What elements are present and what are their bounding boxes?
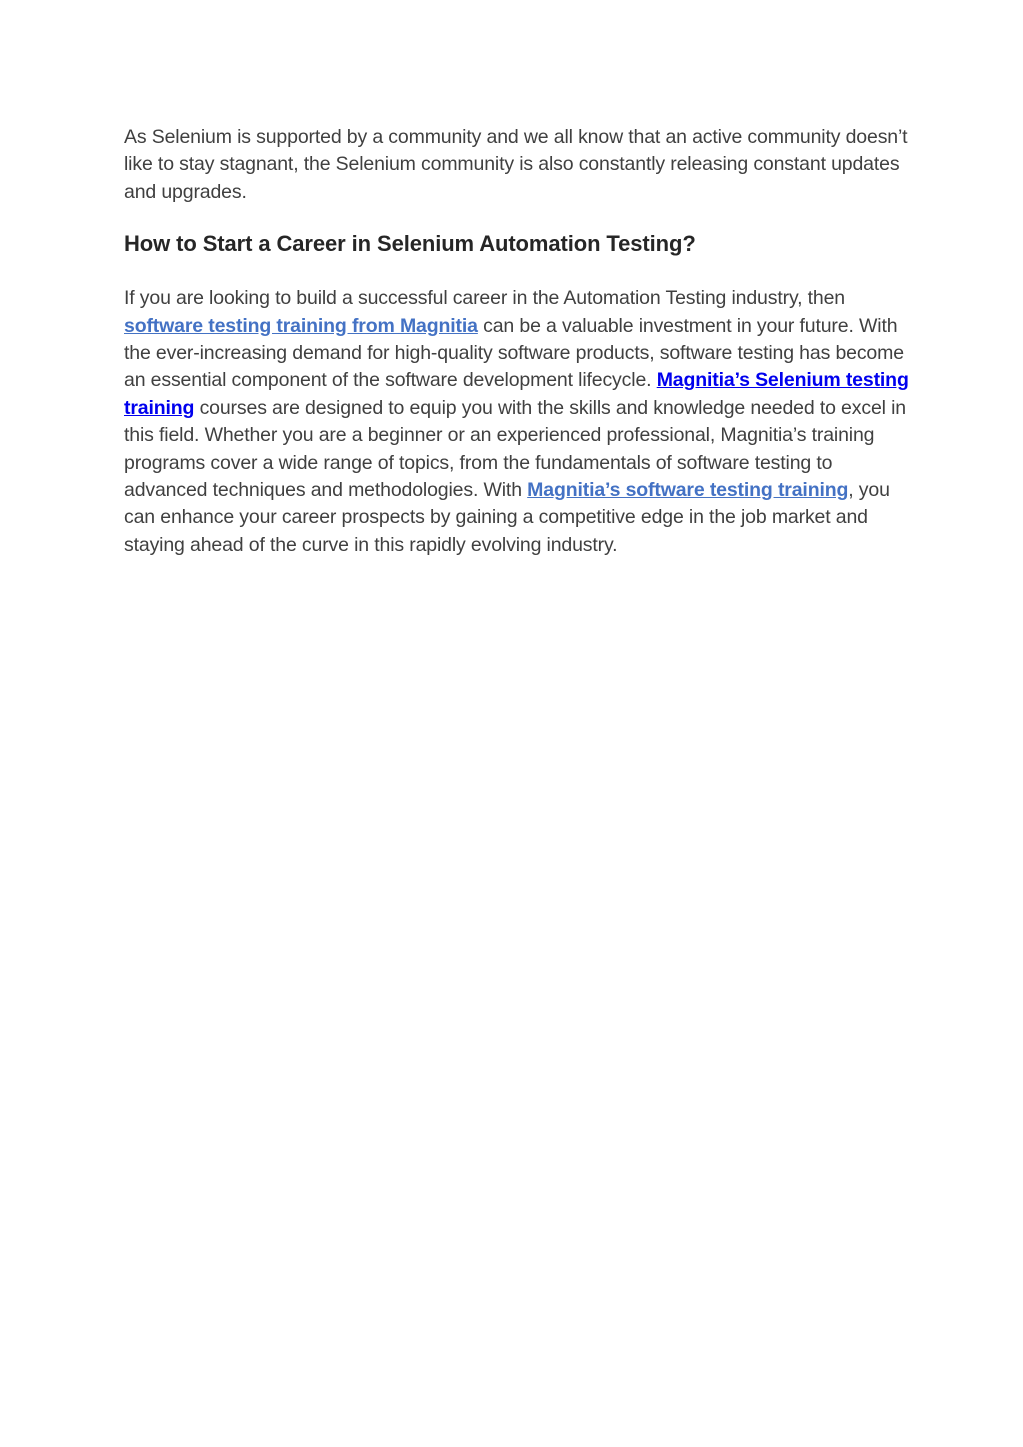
selenium-testing-training-link[interactable]: Magnitia’s Selenium testing training: [124, 369, 909, 419]
document-page: [124, 124, 914, 559]
magnitia-software-testing-training-link[interactable]: Magnitia’s software testing training: [527, 479, 849, 502]
career-paragraph: [124, 285, 914, 559]
body-text-4: , you can enhance your career prospects by gaining a competitive edge in the job market and staying ahead of the curve in this rapidly evolving industry.: [124, 479, 890, 556]
section-heading: How to Start a Career in Selenium Automation Testing?: [124, 231, 696, 257]
body-text-2: can be a valuable investment in your future. With the ever-increasing demand for high-quality software products, software testing has become an essential component of the software development lifecycle.: [124, 314, 904, 392]
body-text-3: courses are designed to equip you with the skills and knowledge needed to excel in this field. Whether you are a beginner or an experienced professional, Magnitia’s training programs cover a wide range of topics, from the fundamentals of software testing to advanced techniques and methodologies. With: [124, 396, 906, 502]
body-text-1: If you are looking to build a successful career in the Automation Testing industry, then: [124, 287, 846, 310]
intro-paragraph: As Selenium is supported by a community and we all know that an active community doesn’t like to stay stagnant, the Selenium community is also constantly releasing constant updates and upgrades.: [124, 126, 908, 203]
software-testing-training-link[interactable]: software testing training from Magnitia: [124, 314, 478, 337]
